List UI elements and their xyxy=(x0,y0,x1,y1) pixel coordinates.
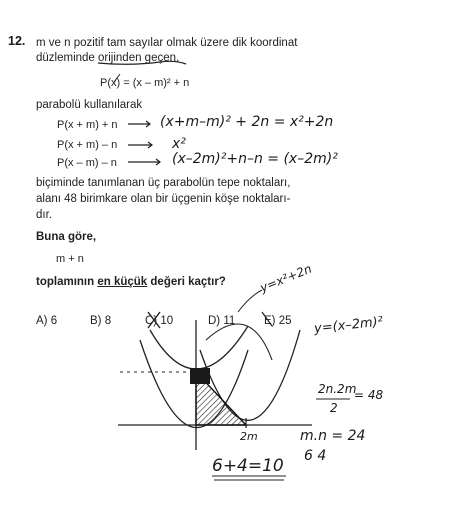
sketch-curve xyxy=(206,324,272,360)
arrow-2 xyxy=(128,142,152,148)
option-a[interactable] xyxy=(36,314,57,328)
option-e-value: 25 xyxy=(278,315,292,327)
option-e[interactable] xyxy=(264,314,292,328)
handwritten-transform-3: (x–2m)²+n–n = (x–2m)² xyxy=(172,151,338,167)
ask-suffix: değeri kaçtır? xyxy=(147,276,226,288)
area-equals: = 48 xyxy=(354,388,384,402)
arrow-3 xyxy=(128,159,160,165)
question-number: 12. xyxy=(8,34,26,48)
transform-1: P(x + m) + n xyxy=(57,119,118,131)
transform-3: P(x – m) – n xyxy=(57,157,117,169)
intro-line-3: parabolü kullanılarak xyxy=(36,99,143,111)
option-a-value: 6 xyxy=(50,315,58,327)
option-c[interactable] xyxy=(145,314,173,328)
ask-prefix: toplamının xyxy=(36,276,98,288)
axis-label-2m: 2m xyxy=(240,430,258,443)
question-ask xyxy=(36,275,226,289)
arrow-1 xyxy=(128,121,150,127)
option-a-letter: A) xyxy=(36,315,48,327)
option-c-value: 10 xyxy=(160,315,174,327)
handwritten-transform-1: (x+m–m)² + 2n = x²+2n xyxy=(160,114,334,130)
final-underline xyxy=(212,476,286,480)
area-denominator: 2 xyxy=(330,401,338,415)
body-line-1: biçiminde tanımlanan üç parabolün tepe noktaları, xyxy=(36,177,291,189)
option-d[interactable] xyxy=(208,314,235,328)
intro-line-1: m ve n pozitif tam sayılar olmak üzere dik koordinat xyxy=(36,37,298,49)
option-c-letter: C) xyxy=(145,315,158,327)
option-b-letter: B) xyxy=(90,315,102,327)
expression: m + n xyxy=(56,253,84,265)
function-definition: P(x) = (x – m)² + n xyxy=(100,77,190,89)
body-line-3: dır. xyxy=(36,209,52,221)
vertex-blob xyxy=(190,368,210,384)
final-sum: 6+4=10 xyxy=(212,456,284,476)
option-d-value: 11 xyxy=(223,315,236,327)
option-b[interactable] xyxy=(90,314,111,328)
parabola-top xyxy=(150,326,248,369)
graph-label-right: y=(x–2m)² xyxy=(313,314,384,337)
option-d-letter: D) xyxy=(208,315,221,327)
buna-gore: Buna göre, xyxy=(36,231,97,243)
option-e-letter: E) xyxy=(264,315,276,327)
ask-emphasis: en küçük xyxy=(97,276,148,288)
product-digits: 6 4 xyxy=(304,448,327,464)
handwritten-transform-2: x² xyxy=(172,136,186,152)
graph-label-top: y=x²+2n xyxy=(258,261,314,295)
label-arrow xyxy=(238,290,262,312)
body-line-2: alanı 48 birimkare olan bir üçgenin köşe noktaları- xyxy=(36,193,291,205)
product-equation: m.n = 24 xyxy=(300,428,366,444)
option-b-value: 8 xyxy=(104,315,112,327)
intro-line-2: düzleminde orijinden geçen, xyxy=(36,52,180,64)
transform-2: P(x + m) – n xyxy=(57,139,118,151)
area-numerator: 2n.2m xyxy=(318,382,357,396)
